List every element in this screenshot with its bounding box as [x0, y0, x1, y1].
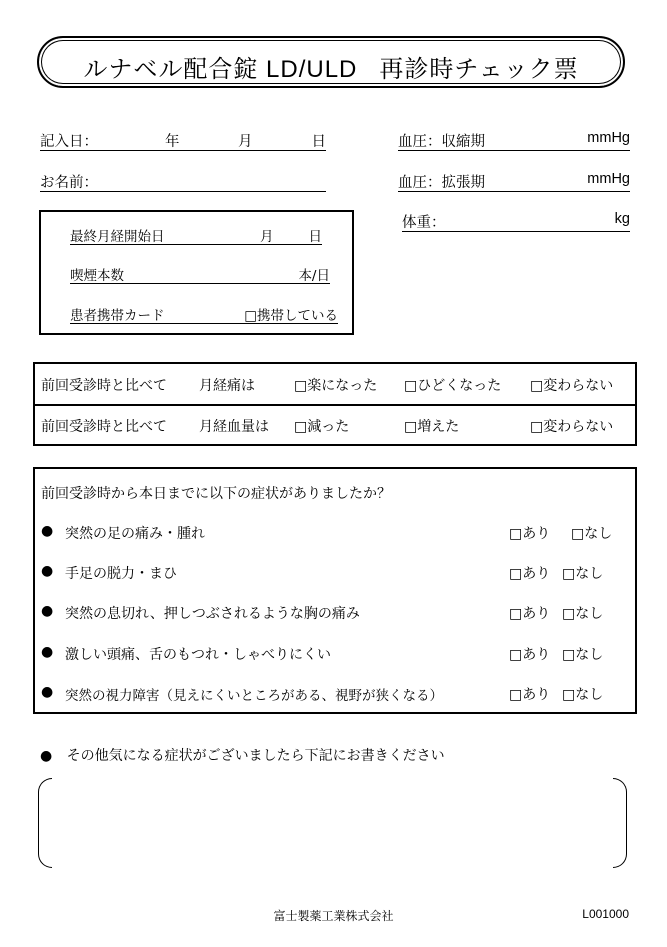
weight-field[interactable] [402, 211, 630, 232]
last-period-field[interactable] [70, 225, 322, 245]
symptom-no-checkbox[interactable]: □なし [562, 687, 604, 703]
symptom-row [35, 523, 635, 545]
name-label: お名前： [40, 175, 98, 191]
bullet-icon: ● [40, 748, 53, 764]
entry-date-label: 記入日： [40, 134, 98, 150]
option-unchanged[interactable]: □変わらない [530, 378, 614, 394]
symptom-no-checkbox[interactable]: □なし [571, 526, 613, 542]
page-title [39, 49, 623, 84]
symptom-row [35, 563, 635, 585]
title-product: ルナベル配合錠 LD/ULD [83, 56, 358, 83]
symptom-yes-checkbox[interactable]: □あり [509, 687, 551, 703]
option-unchanged[interactable]: □変わらない [530, 419, 614, 435]
bp-systolic-unit: mmHg [587, 130, 630, 146]
bullet-icon: ● [41, 644, 54, 660]
weight-unit: kg [614, 211, 630, 227]
symptom-no-checkbox[interactable]: □なし [562, 606, 604, 622]
left-bracket [38, 778, 52, 868]
symptom-text: 突然の息切れ、押しつぶされるような胸の痛み [65, 606, 360, 622]
comparison-table [33, 362, 637, 446]
symptoms-box [33, 467, 637, 714]
symptom-row [35, 603, 635, 625]
patient-card-label: 患者携帯カード [70, 308, 165, 324]
footer-code: L001000 [582, 907, 629, 921]
smoking-field[interactable] [70, 264, 330, 284]
entry-date-field[interactable] [40, 130, 326, 151]
smoking-label: 喫煙本数 [70, 268, 124, 284]
option-decreased[interactable]: □減った [294, 419, 350, 435]
symptom-no-checkbox[interactable]: □なし [562, 647, 604, 663]
symptom-text: 突然の足の痛み・腫れ [65, 526, 205, 542]
bp-systolic-field[interactable] [398, 130, 630, 151]
bp-diastolic-unit: mmHg [587, 171, 630, 187]
bp-diastolic-label: 血圧：拡張期 [398, 175, 485, 191]
patient-info-box [39, 210, 354, 335]
smoking-unit: 本/日 [298, 268, 330, 284]
bullet-icon: ● [41, 563, 54, 579]
last-period-label: 最終月経開始日 [70, 229, 165, 245]
option-worsened[interactable]: □ひどくなった [404, 378, 502, 394]
comparison-prefix: 前回受診時と比べて [41, 419, 167, 435]
footer-company: 富士製薬工業株式会社 [273, 909, 394, 923]
symptom-text: 激しい頭痛、舌のもつれ・しゃべりにくい [65, 647, 331, 663]
title-box [37, 36, 625, 88]
other-symptoms-label [40, 745, 445, 765]
bullet-icon: ● [41, 523, 54, 539]
bp-systolic-label: 血圧：収縮期 [398, 134, 485, 150]
year-label: 年 [165, 134, 180, 150]
month-label: 月 [238, 134, 253, 150]
other-symptoms-input[interactable] [56, 782, 608, 864]
symptom-text: 手足の脱力・まひ [65, 566, 177, 582]
comparison-topic: 月経血量は [199, 419, 269, 435]
other-symptoms-text: その他気になる症状がございましたら下記にお書きください [66, 748, 445, 764]
bullet-icon: ● [41, 603, 54, 619]
day-label: 日 [311, 134, 326, 150]
bullet-icon: ● [41, 684, 54, 700]
title-form-name: 再診時チェック票 [379, 56, 579, 83]
bp-diastolic-field[interactable] [398, 171, 630, 192]
symptom-no-checkbox[interactable]: □なし [562, 566, 604, 582]
option-increased[interactable]: □増えた [404, 419, 460, 435]
patient-card-checkbox[interactable]: □携帯している [244, 308, 338, 324]
symptom-text: 突然の視力障害（見えにくいところがある、視野が狭くなる） [65, 688, 443, 704]
last-period-month: 月 [260, 229, 274, 245]
symptom-row [35, 684, 635, 706]
symptom-row [35, 644, 635, 666]
symptom-yes-checkbox[interactable]: □あり [509, 566, 551, 582]
last-period-day: 日 [308, 229, 322, 245]
option-improved[interactable]: □楽になった [294, 378, 378, 394]
comparison-prefix: 前回受診時と比べて [41, 378, 167, 394]
symptoms-question: 前回受診時から本日までに以下の症状がありましたか？ [41, 486, 391, 502]
comparison-row-flow [35, 405, 635, 445]
patient-card-field [70, 304, 338, 324]
comparison-topic: 月経痛は [199, 378, 255, 394]
name-field[interactable] [40, 171, 326, 192]
symptom-yes-checkbox[interactable]: □あり [509, 606, 551, 622]
symptom-yes-checkbox[interactable]: □あり [509, 526, 551, 542]
comparison-row-pain [35, 364, 635, 404]
weight-label: 体重： [402, 215, 446, 231]
symptom-yes-checkbox[interactable]: □あり [509, 647, 551, 663]
right-bracket [613, 778, 627, 868]
